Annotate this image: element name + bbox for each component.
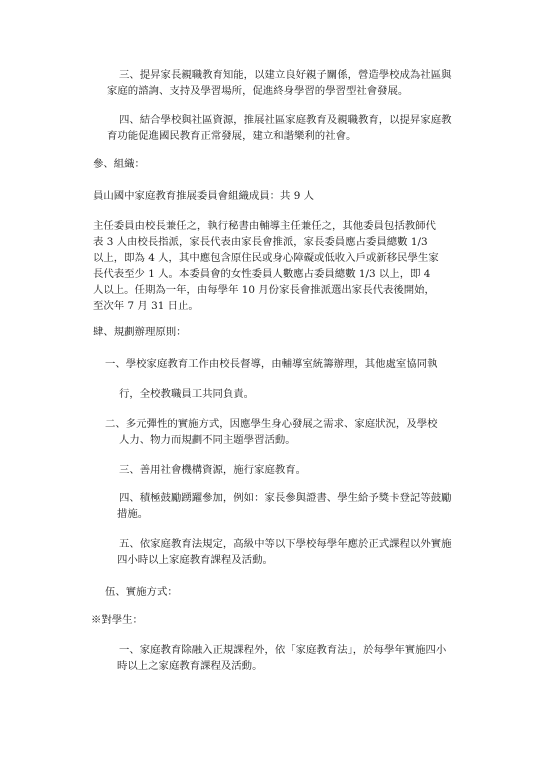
section-5-heading (105, 584, 178, 600)
text-line: 四小時以上家庭教育課程及活動。 (117, 554, 273, 566)
principle-4-paragraph (119, 490, 452, 522)
principle-5-paragraph (119, 536, 452, 568)
text-line: 表 3 人由校長指派，家長代表由家長會推派，家長委員應占委員總數 1/3 (93, 236, 428, 248)
goal-3-paragraph (107, 67, 452, 99)
heading-text: ※對學生： (91, 614, 143, 626)
text-line: 家庭的諮詢、支持及學習場所，促進終身學習的學習型社會發展。 (107, 85, 409, 97)
text-line: 長代表至少 1 人。本委員會的女性委員人數應占委員總數 1/3 以上，即 4 (93, 268, 431, 280)
text-line: 至次年 7 月 31 日止。 (93, 300, 199, 312)
goal-4-paragraph (107, 112, 452, 144)
text-line: 主任委員由校長兼任之，執行秘書由輔導主任兼任之，其他委員包括教師代 (93, 220, 436, 232)
text-line: 人力、物力而規劃不同主題學習活動。 (119, 434, 296, 446)
text-line: 四、積極鼓勵踴躍參加，例如：家長參與證書、學生給予獎卡登記等鼓勵 (119, 492, 452, 504)
text-line: 措施。 (117, 508, 149, 520)
text-line: 三、提昇家長親職教育知能，以建立良好親子關係，營造學校成為社區與 (119, 69, 452, 81)
text-line: 人以上。任期為一年，由每學年 10 月份家長會推派選出家長代表後開始， (93, 284, 435, 296)
committee-description (93, 218, 439, 314)
principle-3-paragraph (119, 462, 306, 478)
section-3-heading (93, 156, 145, 172)
section-4-heading (93, 324, 187, 340)
text-line: 員山國中家庭教育推展委員會組織成員：共 9 人 (93, 190, 315, 202)
text-line: 行，全校教職員工共同負責。 (119, 388, 255, 400)
text-line: 時以上之家庭教育課程及活動。 (117, 660, 263, 672)
heading-text: 肆、規劃辦理原則： (93, 326, 187, 338)
for-students-heading (91, 612, 143, 628)
principle-1-line-1 (105, 356, 438, 372)
principle-2-paragraph (105, 416, 438, 448)
heading-text: 參、組織： (93, 158, 145, 170)
text-line: 五、依家庭教育法規定，高級中等以下學校每學年應於正式課程以外實施 (119, 538, 452, 550)
text-line: 一、家庭教育除融入正規課程外，依「家庭教育法」，於每學年實施四小 (119, 644, 447, 656)
text-line: 二、多元彈性的實施方式，因應學生身心發展之需求、家庭狀況，及學校 (105, 418, 438, 430)
text-line: 一、學校家庭教育工作由校長督導，由輔導室統籌辦理，其他處室協同執 (105, 358, 438, 370)
heading-text: 伍、實施方式： (105, 586, 178, 598)
principle-1-line-2 (119, 386, 254, 402)
text-line: 以上，即為 4 人，其中應包含原住民或身心障礙或低收入戶或新移民學生家 (93, 252, 439, 264)
committee-member-count (93, 188, 314, 204)
text-line: 三、善用社會機構資源，施行家庭教育。 (119, 464, 307, 476)
text-line: 四、結合學校與社區資源，推展社區家庭教育及親職教育，以提昇家庭教 (119, 114, 452, 126)
student-item-1-paragraph (119, 642, 446, 674)
text-line: 育功能促進國民教育正常發展，建立和諧樂利的社會。 (107, 130, 357, 142)
